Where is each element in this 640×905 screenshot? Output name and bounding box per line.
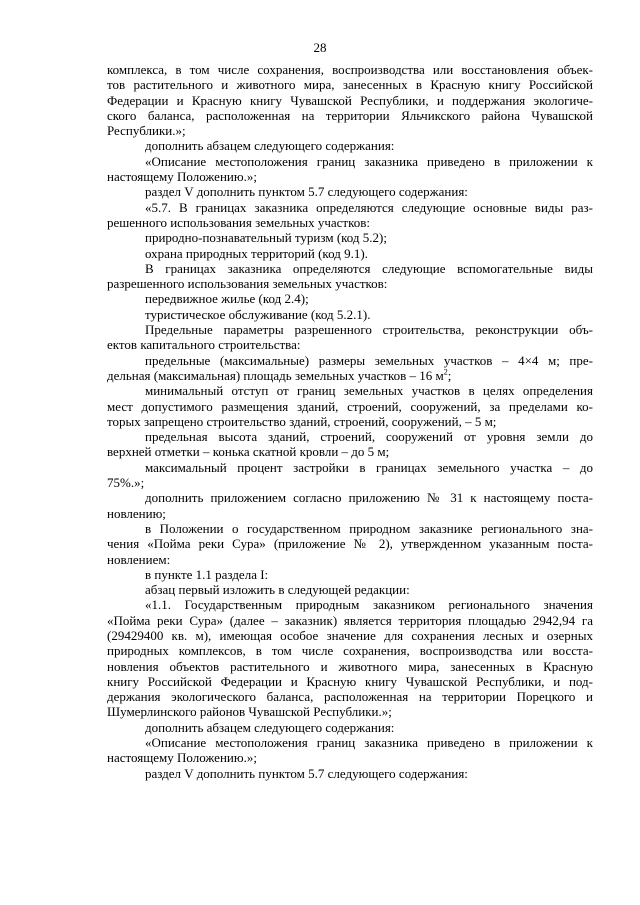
text-line-content: «Описание местоположения границ заказника приведено в приложении к bbox=[145, 735, 593, 751]
text-line bbox=[107, 536, 593, 551]
text-line bbox=[107, 460, 593, 475]
text-line-content: Шумерлинского районов Чувашской Республики.»; bbox=[107, 704, 392, 720]
text-line-content: новлением: bbox=[107, 551, 171, 567]
text-line-suffix: ; bbox=[447, 367, 452, 383]
text-line bbox=[107, 567, 593, 582]
text-line-content: торых запрещено строительство зданий, строений, сооружений, – 5 м; bbox=[107, 413, 497, 429]
text-line-content: предельная высота зданий, строений, сооружений от уровня земли до bbox=[145, 429, 593, 445]
text-line-content: минимальный отступ от границ земельных участков в целях определения bbox=[145, 383, 593, 399]
text-line bbox=[107, 169, 593, 184]
text-line-content: «Описание местоположения границ заказника приведено в приложении к bbox=[145, 153, 593, 169]
text-line bbox=[107, 307, 593, 322]
text-line-content: книгу Российской Федерации и Красную книгу Чувашской Республики, и под- bbox=[107, 673, 593, 689]
text-line bbox=[107, 521, 593, 536]
text-line bbox=[107, 399, 593, 414]
text-line-content: дельная (максимальная) площадь земельных участков – 16 м bbox=[107, 367, 444, 383]
text-line bbox=[107, 643, 593, 658]
text-line bbox=[107, 750, 593, 765]
text-line-content: 75%.»; bbox=[107, 475, 145, 491]
text-line-content: держания экологического баланса, расположенная на территории Порецкого и bbox=[107, 689, 593, 705]
text-line bbox=[107, 613, 593, 628]
text-line bbox=[107, 108, 593, 123]
text-line-content: настоящему Положению.»; bbox=[107, 750, 257, 766]
text-line-content: «5.7. В границах заказника определяются следующие основные виды раз- bbox=[145, 199, 593, 215]
text-line-content: (29429400 кв. м), имеющая особое значение для сохранения лесных и озерных bbox=[107, 627, 593, 643]
text-line-content: тов растительного и животного мира, занесенных в Красную книгу Российской bbox=[107, 77, 593, 93]
text-line-content: природно-познавательный туризм (код 5.2); bbox=[145, 230, 387, 246]
text-line bbox=[107, 154, 593, 169]
text-line-content: разрешенного использования земельных участков: bbox=[107, 276, 388, 292]
text-line-content: новлению; bbox=[107, 505, 166, 521]
text-line bbox=[107, 674, 593, 689]
text-line bbox=[107, 246, 593, 261]
text-line-content: Федерации и Красную книгу Чувашской Республики, и поддержания экологиче- bbox=[107, 92, 593, 108]
text-line bbox=[107, 735, 593, 750]
text-line-content: передвижное жилье (код 2.4); bbox=[145, 291, 309, 307]
text-line-content: мест допустимого размещения зданий, строений, сооружений, за пределами ко- bbox=[107, 398, 593, 414]
text-line bbox=[107, 414, 593, 429]
text-line-content: охрана природных территорий (код 9.1). bbox=[145, 245, 368, 261]
text-line-content: предельные (максимальные) размеры земельных участков – 4×4 м; пре- bbox=[145, 352, 593, 368]
text-line bbox=[107, 368, 593, 383]
text-line-content: Республики.»; bbox=[107, 123, 186, 139]
text-line bbox=[107, 689, 593, 704]
text-line bbox=[107, 276, 593, 291]
text-line bbox=[107, 475, 593, 490]
text-line-content: туристическое обслуживание (код 5.2.1). bbox=[145, 306, 371, 322]
text-line-content: чения «Пойма реки Сура» (приложение № 2), утвержденном указанным поста- bbox=[107, 536, 593, 552]
text-line bbox=[107, 444, 593, 459]
superscript: 2 bbox=[443, 367, 448, 377]
text-line-content: раздел V дополнить пунктом 5.7 следующего содержания: bbox=[145, 184, 468, 200]
text-line-content: верхней отметки – конька скатной кровли – до 5 м; bbox=[107, 444, 390, 460]
text-line bbox=[107, 582, 593, 597]
text-line-content: «Пойма реки Сура» (далее – заказник) является территория площадью 2942,94 га bbox=[107, 612, 593, 628]
document-body bbox=[107, 62, 593, 781]
text-line-content: новления объектов растительного и животного мира, занесенных в Красную bbox=[107, 658, 593, 674]
text-line-content: максимальный процент застройки в границах земельного участка – до bbox=[145, 459, 593, 475]
text-line bbox=[107, 383, 593, 398]
text-line-content: решенного использования земельных участков: bbox=[107, 214, 371, 230]
text-line-content: комплекса, в том числе сохранения, воспроизводства или восстановления объек- bbox=[107, 62, 593, 77]
text-line-content: раздел V дополнить пунктом 5.7 следующего содержания: bbox=[145, 765, 468, 781]
text-line bbox=[107, 353, 593, 368]
text-line-content: ского баланса, расположенная на территории Яльчикского района Чувашской bbox=[107, 107, 593, 123]
text-line bbox=[107, 490, 593, 505]
text-line bbox=[107, 93, 593, 108]
text-line-content: природных комплексов, в том числе сохранения, воспроизводства или восста- bbox=[107, 643, 593, 659]
text-line-content: «1.1. Государственным природным заказником регионального значения bbox=[145, 597, 593, 613]
text-line bbox=[107, 720, 593, 735]
text-line bbox=[107, 506, 593, 521]
text-line bbox=[107, 261, 593, 276]
page-number: 28 bbox=[313, 40, 327, 55]
text-line-content: в пункте 1.1 раздела I: bbox=[145, 566, 269, 582]
text-line bbox=[107, 429, 593, 444]
text-line bbox=[107, 230, 593, 245]
text-line-content: абзац первый изложить в следующей редакции: bbox=[145, 582, 410, 598]
text-line bbox=[107, 138, 593, 153]
text-line bbox=[107, 215, 593, 230]
text-line-content: дополнить абзацем следующего содержания: bbox=[145, 138, 395, 154]
text-line-content: Предельные параметры разрешенного строительства, реконструкции объ- bbox=[145, 322, 593, 338]
text-line bbox=[107, 659, 593, 674]
text-line bbox=[107, 628, 593, 643]
text-line bbox=[107, 322, 593, 337]
text-line-content: дополнить абзацем следующего содержания: bbox=[145, 719, 395, 735]
text-line bbox=[107, 77, 593, 92]
text-line-content: в Положении о государственном природном заказнике регионального зна- bbox=[145, 520, 593, 536]
text-line bbox=[107, 62, 593, 77]
text-line bbox=[107, 766, 593, 781]
text-line-content: дополнить приложением согласно приложению № 31 к настоящему поста- bbox=[145, 490, 593, 506]
text-line-content: настоящему Положению.»; bbox=[107, 169, 257, 185]
text-line-content: ектов капитального строительства: bbox=[107, 337, 301, 353]
text-line bbox=[107, 184, 593, 199]
text-line bbox=[107, 337, 593, 352]
text-line bbox=[107, 704, 593, 719]
text-line bbox=[107, 597, 593, 612]
text-line bbox=[107, 291, 593, 306]
text-line-content: В границах заказника определяются следующие вспомогательные виды bbox=[145, 260, 593, 276]
text-line bbox=[107, 552, 593, 567]
text-line bbox=[107, 123, 593, 138]
text-line bbox=[107, 200, 593, 215]
